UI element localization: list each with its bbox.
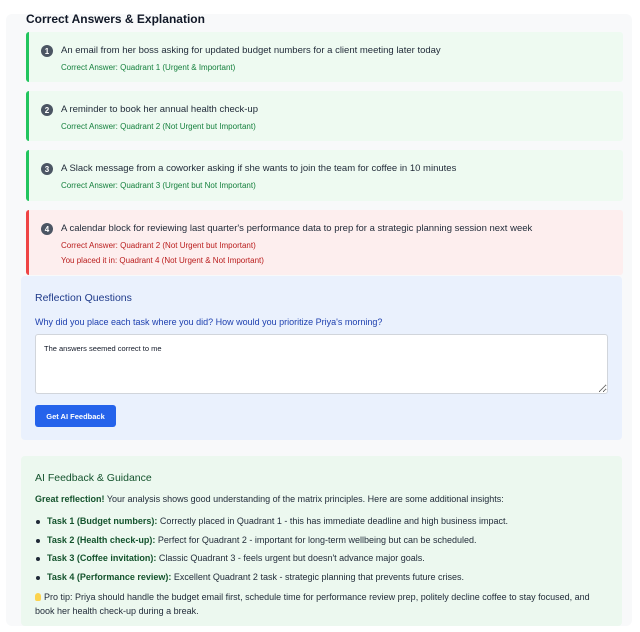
ai-feedback-panel	[21, 456, 622, 626]
feedback-item-text: Perfect for Quadrant 2 - important for long-term wellbeing but can be scheduled.	[155, 534, 477, 545]
feedback-item-label: Task 4 (Performance review):	[47, 571, 172, 582]
task-text: An email from her boss asking for updated budget numbers for a client meeting later today	[61, 45, 441, 56]
task-text: A Slack message from a coworker asking if she wants to join the team for coffee in 10 minutes	[61, 163, 457, 174]
reflection-input[interactable]	[35, 334, 608, 394]
placed-answer: You placed it in: Quadrant 4 (Not Urgent & Not Important)	[61, 256, 264, 265]
get-ai-feedback-button[interactable]: Get AI Feedback	[35, 405, 116, 427]
answer-card-4	[26, 210, 623, 275]
ai-feedback-title: AI Feedback & Guidance	[35, 472, 152, 484]
task-text: A reminder to book her annual health check-up	[61, 104, 258, 115]
intro-text: Your analysis shows good understanding of the matrix principles. Here are some additional insights:	[104, 494, 504, 504]
feedback-item-label: Task 3 (Coffee invitation):	[47, 553, 157, 563]
reflection-title: Reflection Questions	[35, 292, 132, 304]
correct-answer: Correct Answer: Quadrant 2 (Not Urgent but Important)	[61, 241, 256, 250]
feedback-item	[35, 531, 615, 550]
feedback-item-label: Task 2 (Health check-up):	[47, 534, 156, 545]
correct-answer: Correct Answer: Quadrant 1 (Urgent & Important)	[61, 63, 236, 72]
reflection-panel	[21, 276, 622, 440]
feedback-item	[35, 549, 615, 568]
lightbulb-icon	[35, 593, 41, 601]
section-title: Correct Answers & Explanation	[26, 12, 205, 26]
number-badge: 4	[41, 223, 53, 235]
feedback-item-text: Excellent Quadrant 2 task - strategic planning that prevents future crises.	[171, 571, 465, 582]
correct-answer: Correct Answer: Quadrant 3 (Urgent but Not Important)	[61, 181, 256, 190]
feedback-item-label: Task 1 (Budget numbers):	[47, 516, 158, 526]
intro-highlight: Great reflection!	[35, 494, 105, 504]
answer-card-3	[26, 150, 623, 201]
answer-card-1	[26, 32, 623, 82]
reflection-prompt: Why did you place each task where you did? How would you prioritize Priya's morning?	[35, 317, 383, 327]
pro-tip-text: Pro tip: Priya should handle the budget email first, schedule time for performance review prep, politely decline coffee to stay focused, and book her health check-up during a break.	[35, 592, 590, 616]
feedback-item-text: Correctly placed in Quadrant 1 - this has immediate deadline and high business impact.	[157, 516, 509, 526]
number-badge: 1	[41, 45, 53, 57]
feedback-item	[35, 512, 615, 531]
task-text: A calendar block for reviewing last quarter's performance data to prep for a strategic planning session next week	[61, 223, 533, 234]
feedback-intro	[35, 494, 615, 504]
feedback-list	[35, 512, 615, 586]
feedback-item	[35, 568, 615, 587]
number-badge: 2	[41, 104, 53, 116]
correct-answer: Correct Answer: Quadrant 2 (Not Urgent but Important)	[61, 122, 256, 131]
pro-tip	[35, 590, 595, 618]
feedback-item-text: Classic Quadrant 3 - feels urgent but doesn't advance major goals.	[156, 553, 425, 563]
answer-card-2	[26, 91, 623, 141]
number-badge: 3	[41, 163, 53, 175]
